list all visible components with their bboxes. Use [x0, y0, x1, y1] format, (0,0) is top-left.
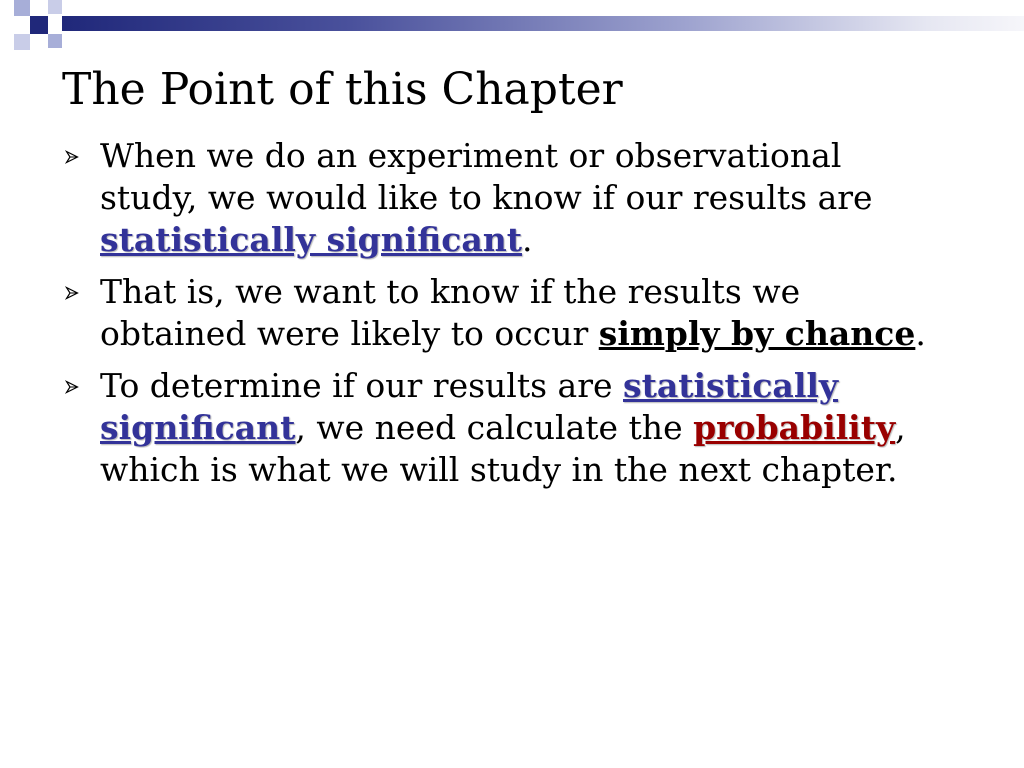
text-line [100, 365, 1024, 407]
decor-square [48, 0, 62, 14]
term-statistically-significant: statistically [623, 366, 839, 405]
bullet-list [0, 135, 1024, 501]
arrow-bullet-icon [65, 150, 79, 164]
bullet-text [100, 135, 1024, 261]
bullet-text [100, 365, 1024, 491]
text-run: . [521, 220, 533, 259]
term-statistically-significant: statistically significant [100, 220, 522, 259]
arrow-bullet-icon [65, 286, 79, 300]
text-run: study, we would like to know if our results are [100, 178, 873, 217]
text-line [100, 313, 1024, 355]
decor-square [14, 0, 30, 16]
text-line [100, 449, 1024, 491]
text-line [100, 271, 1024, 313]
header-gradient-bar [62, 16, 1024, 31]
decor-square [14, 34, 30, 50]
text-run: which is what we will study in the next chapter. [100, 450, 898, 489]
text-run: When we do an experiment or observational [100, 136, 842, 175]
slide-title: The Point of this Chapter [62, 64, 623, 115]
decor-square [30, 16, 48, 34]
text-run: , we need calculate the [295, 408, 694, 447]
bullet-item [0, 365, 1024, 491]
term-simply-by-chance: simply by chance [598, 314, 916, 353]
text-run: That is, we want to know if the results we [100, 272, 801, 311]
text-run: , [895, 408, 906, 447]
text-line [100, 219, 1024, 261]
decor-square [48, 34, 62, 48]
text-line [100, 407, 1024, 449]
bullet-item [0, 271, 1024, 355]
term-probability: probability [693, 408, 896, 447]
text-run: To determine if our results are [100, 366, 623, 405]
bullet-item [0, 135, 1024, 261]
text-run: obtained were likely to occur [100, 314, 599, 353]
bullet-text [100, 271, 1024, 355]
text-run: . [915, 314, 926, 353]
text-line [100, 135, 1024, 177]
term-statistically-significant: significant [100, 408, 296, 447]
arrow-bullet-icon [65, 380, 79, 394]
text-line [100, 177, 1024, 219]
